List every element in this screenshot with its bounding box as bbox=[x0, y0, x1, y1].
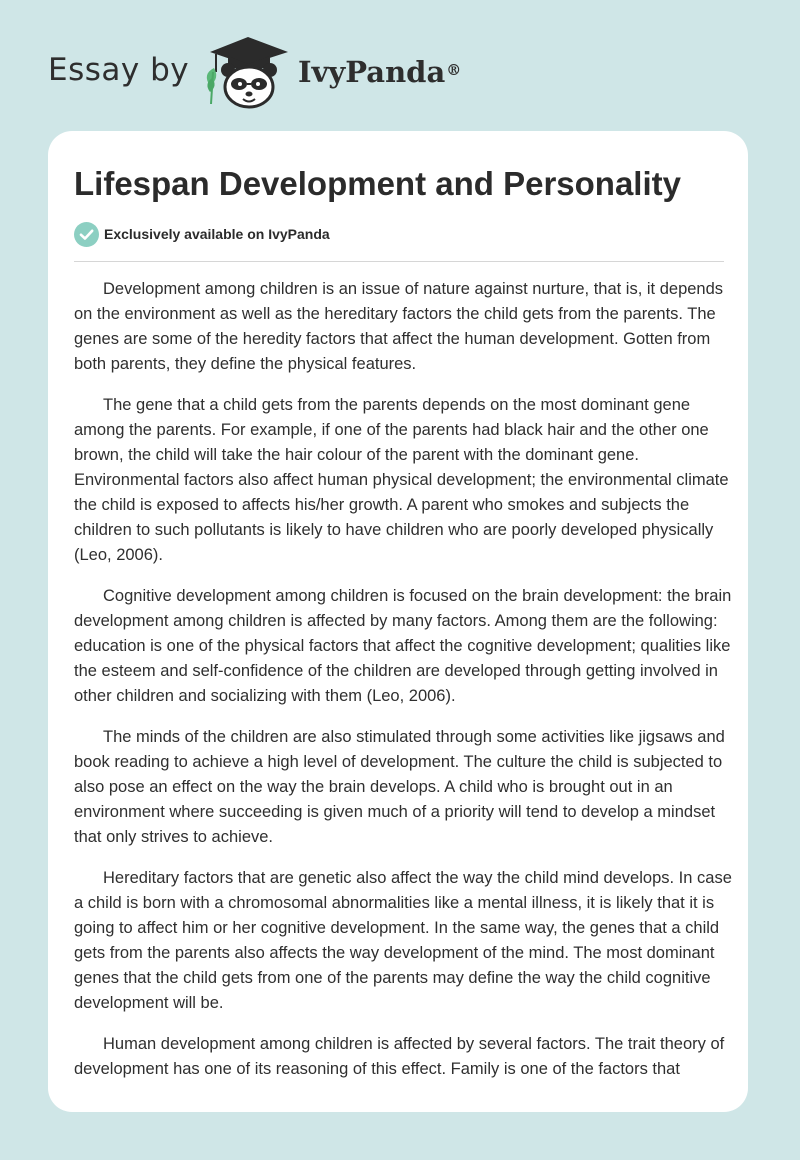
paragraph: Cognitive development among children is focused on the brain development: the brain development among children is affected by many factors. Among them are the following: education is one of the physical factors that affect the cognitive development; qualities like the esteem and self-confidence of the children are developed through getting involved in other children and socializing with them (Leo, 2006). bbox=[74, 587, 732, 705]
brand-name-text: IvyPanda bbox=[298, 55, 446, 89]
paragraph: The minds of the children are also stimulated through some activities like jigsaws and book reading to achieve a high level of development. The culture the child is subjected to also pose an effect on the way the brain develops. A child who is brought out in an environment where succeeding is given much of a priority will tend to develop a mindset that only strives to achieve. bbox=[74, 728, 725, 846]
essay-by-label: Essay by bbox=[48, 52, 190, 88]
paragraph: Human development among children is affected by several factors. The trait theory of development has one of its reasoning of this effect. Family is one of the factors that bbox=[74, 1035, 725, 1078]
page-title: Lifespan Development and Personality bbox=[74, 165, 681, 202]
exclusive-badge bbox=[74, 222, 330, 247]
title-divider bbox=[74, 261, 724, 262]
paragraph: Hereditary factors that are genetic also affect the way the child mind develops. In case a child is born with a chromosomal abnormalities like a mental illness, it is likely that it is going to affect him or her cognitive development. In the same way, the genes that a child gets from the parents also affects the way development of the mind. The most dominant genes that the child gets from one of the parents may define the way the child cognitive development will be. bbox=[74, 869, 732, 1012]
paragraph: Development among children is an issue of nature against nurture, that is, it depends on the environment as well as the hereditary factors the child gets from the parents. The genes are some of the heredity factors that affect the human development. Gotten from both parents, they define the physical features. bbox=[74, 280, 724, 373]
paragraph: The gene that a child gets from the parents depends on the most dominant gene among the parents. For example, if one of the parents had black hair and the other one brown, the child will take the hair colour of the parent with the dominant gene. Environmental factors also affect human physical development; the environmental climate the child is exposed to affects his/her growth. A parent who smokes and subjects the children to such pollutants is likely to have children who are poorly developed physically (Leo, 2006). bbox=[74, 396, 729, 564]
panda-graduate-logo-icon[interactable] bbox=[198, 30, 298, 112]
site-header bbox=[0, 0, 800, 130]
essay-card bbox=[48, 131, 748, 1112]
brand-name[interactable] bbox=[298, 52, 461, 92]
registered-mark: ® bbox=[446, 61, 462, 79]
exclusive-badge-text: Exclusively available on IvyPanda bbox=[104, 226, 330, 242]
essay-body bbox=[74, 277, 734, 1098]
check-circle-icon bbox=[74, 222, 99, 247]
